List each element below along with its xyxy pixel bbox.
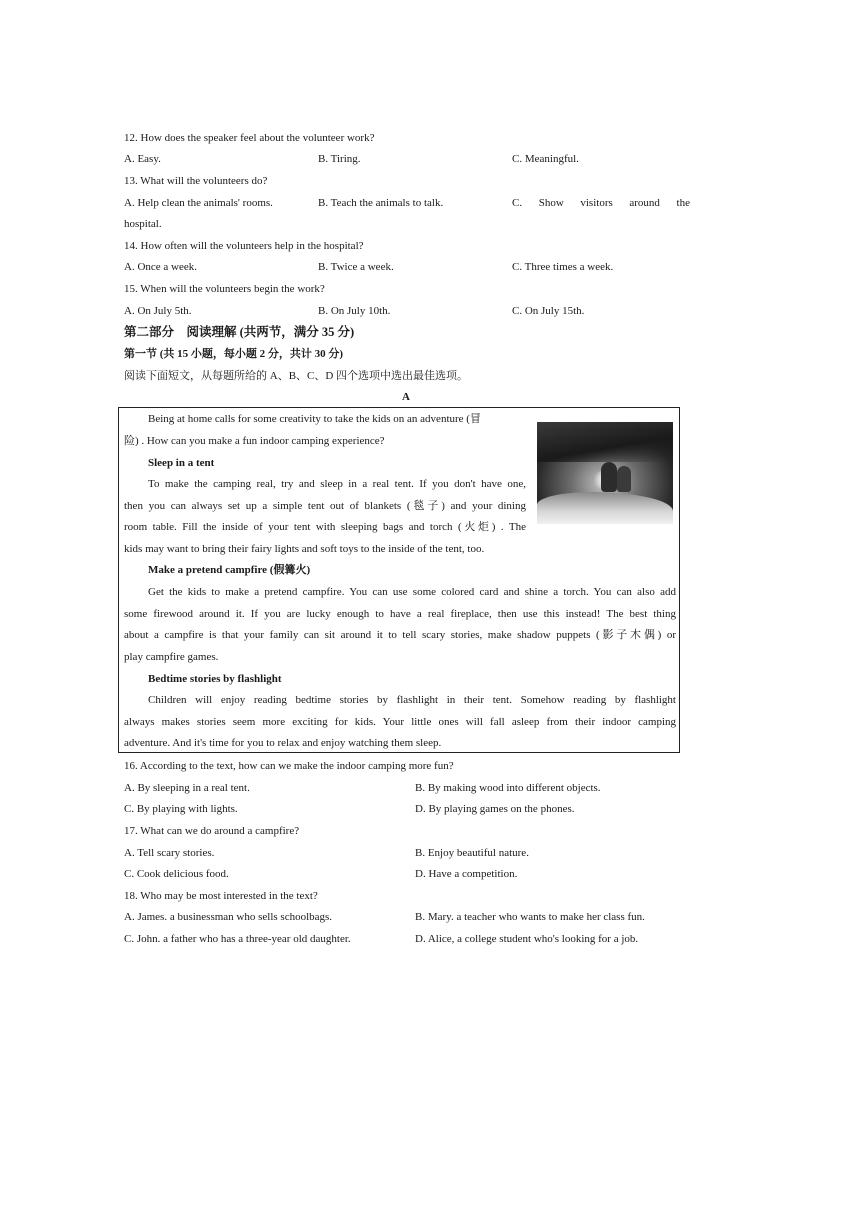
- heading-pretend-campfire: Make a pretend campfire (假篝火): [148, 564, 311, 576]
- q17-option-b: B. Enjoy beautiful nature.: [415, 847, 529, 859]
- question-12: 12. How does the speaker feel about the volunteer work?: [124, 132, 375, 144]
- part2-title: 第二部分 阅读理解 (共两节，满分 35 分): [124, 325, 355, 339]
- heading-sleep-in-tent: Sleep in a tent: [148, 457, 215, 469]
- question-17: 17. What can we do around a campfire?: [124, 825, 300, 837]
- q18-option-d: D. Alice, a college student who's looking for a job.: [415, 933, 639, 945]
- kids-in-tent-photo: [537, 422, 673, 524]
- q16-option-b: B. By making wood into different objects.: [415, 782, 601, 794]
- passage-line-15: always makes stories seem more exciting for kids. Your little ones will fall asleep from their indoor camping: [124, 716, 676, 728]
- q18-option-c: C. John. a father who has a three-year old daughter.: [124, 933, 351, 945]
- question-14: 14. How often will the volunteers help in the hospital?: [124, 240, 364, 252]
- passage-line-1: Being at home calls for some creativity to take the kids on an adventure (冒: [148, 413, 481, 425]
- q17-option-c: C. Cook delicious food.: [124, 868, 229, 880]
- q18-option-b: B. Mary. a teacher who wants to make her class fun.: [415, 911, 645, 923]
- q16-option-a: A. By sleeping in a real tent.: [124, 782, 250, 794]
- passage-line-10: some firewood around it. If you are lucky enough to have a real fireplace, then use this instead! The best thing: [124, 608, 676, 620]
- question-13: 13. What will the volunteers do?: [124, 175, 268, 187]
- q13-option-a: A. Help clean the animals' rooms.: [124, 197, 273, 209]
- passage-line-5: then you can always set up a simple tent out of blankets (毯子) and your dining: [124, 500, 526, 512]
- passage-line-2: 险) . How can you make a fun indoor camping experience?: [124, 435, 385, 447]
- passage-line-12: play campfire games.: [124, 651, 219, 663]
- q14-option-c: C. Three times a week.: [512, 261, 614, 273]
- q16-option-c: C. By playing with lights.: [124, 803, 238, 815]
- q17-option-d: D. Have a competition.: [415, 868, 518, 880]
- q14-option-a: A. Once a week.: [124, 261, 197, 273]
- q13-option-c: C. Show visitors around the: [512, 197, 690, 209]
- passage-line-14: Children will enjoy reading bedtime stories by flashlight in their tent. Somehow reading by flashlight: [148, 694, 676, 706]
- section1-title: 第一节 (共 15 小题，每小题 2 分，共计 30 分): [124, 348, 344, 360]
- q13-option-b: B. Teach the animals to talk.: [318, 197, 444, 209]
- heading-bedtime-stories: Bedtime stories by flashlight: [148, 673, 282, 685]
- q16-option-d: D. By playing games on the phones.: [415, 803, 575, 815]
- q12-option-a: A. Easy.: [124, 153, 161, 165]
- q17-option-a: A. Tell scary stories.: [124, 847, 215, 859]
- q15-option-c: C. On July 15th.: [512, 305, 585, 317]
- q13-option-c-continued: hospital.: [124, 218, 162, 230]
- question-16: 16. According to the text, how can we make the indoor camping more fun?: [124, 760, 454, 772]
- q12-option-c: C. Meaningful.: [512, 153, 579, 165]
- passage-line-7: kids may want to bring their fairy lights and soft toys to the inside of the tent, too.: [124, 543, 485, 555]
- instruction: 阅读下面短文，从每题所给的 A、B、C、D 四个选项中选出最佳选项。: [124, 370, 469, 382]
- q12-option-b: B. Tiring.: [318, 153, 361, 165]
- q15-option-a: A. On July 5th.: [124, 305, 192, 317]
- q14-option-b: B. Twice a week.: [318, 261, 394, 273]
- passage-line-16: adventure. And it's time for you to relax and enjoy watching them sleep.: [124, 737, 442, 749]
- passage-label: A: [402, 391, 410, 403]
- q15-option-b: B. On July 10th.: [318, 305, 391, 317]
- question-15: 15. When will the volunteers begin the work?: [124, 283, 325, 295]
- question-18: 18. Who may be most interested in the text?: [124, 890, 318, 902]
- passage-line-11: about a campfire is that your family can sit around it to tell scary stories, make shadow puppets (影子木偶) or: [124, 629, 676, 641]
- passage-line-6: room table. Fill the inside of your tent with sleeping bags and torch (火炬) . The: [124, 521, 526, 533]
- passage-line-4: To make the camping real, try and sleep in a real tent. If you don't have one,: [148, 478, 526, 490]
- passage-line-9: Get the kids to make a pretend campfire. You can use some colored card and shine a torch. You can also add: [148, 586, 676, 598]
- q18-option-a: A. James. a businessman who sells schoolbags.: [124, 911, 333, 923]
